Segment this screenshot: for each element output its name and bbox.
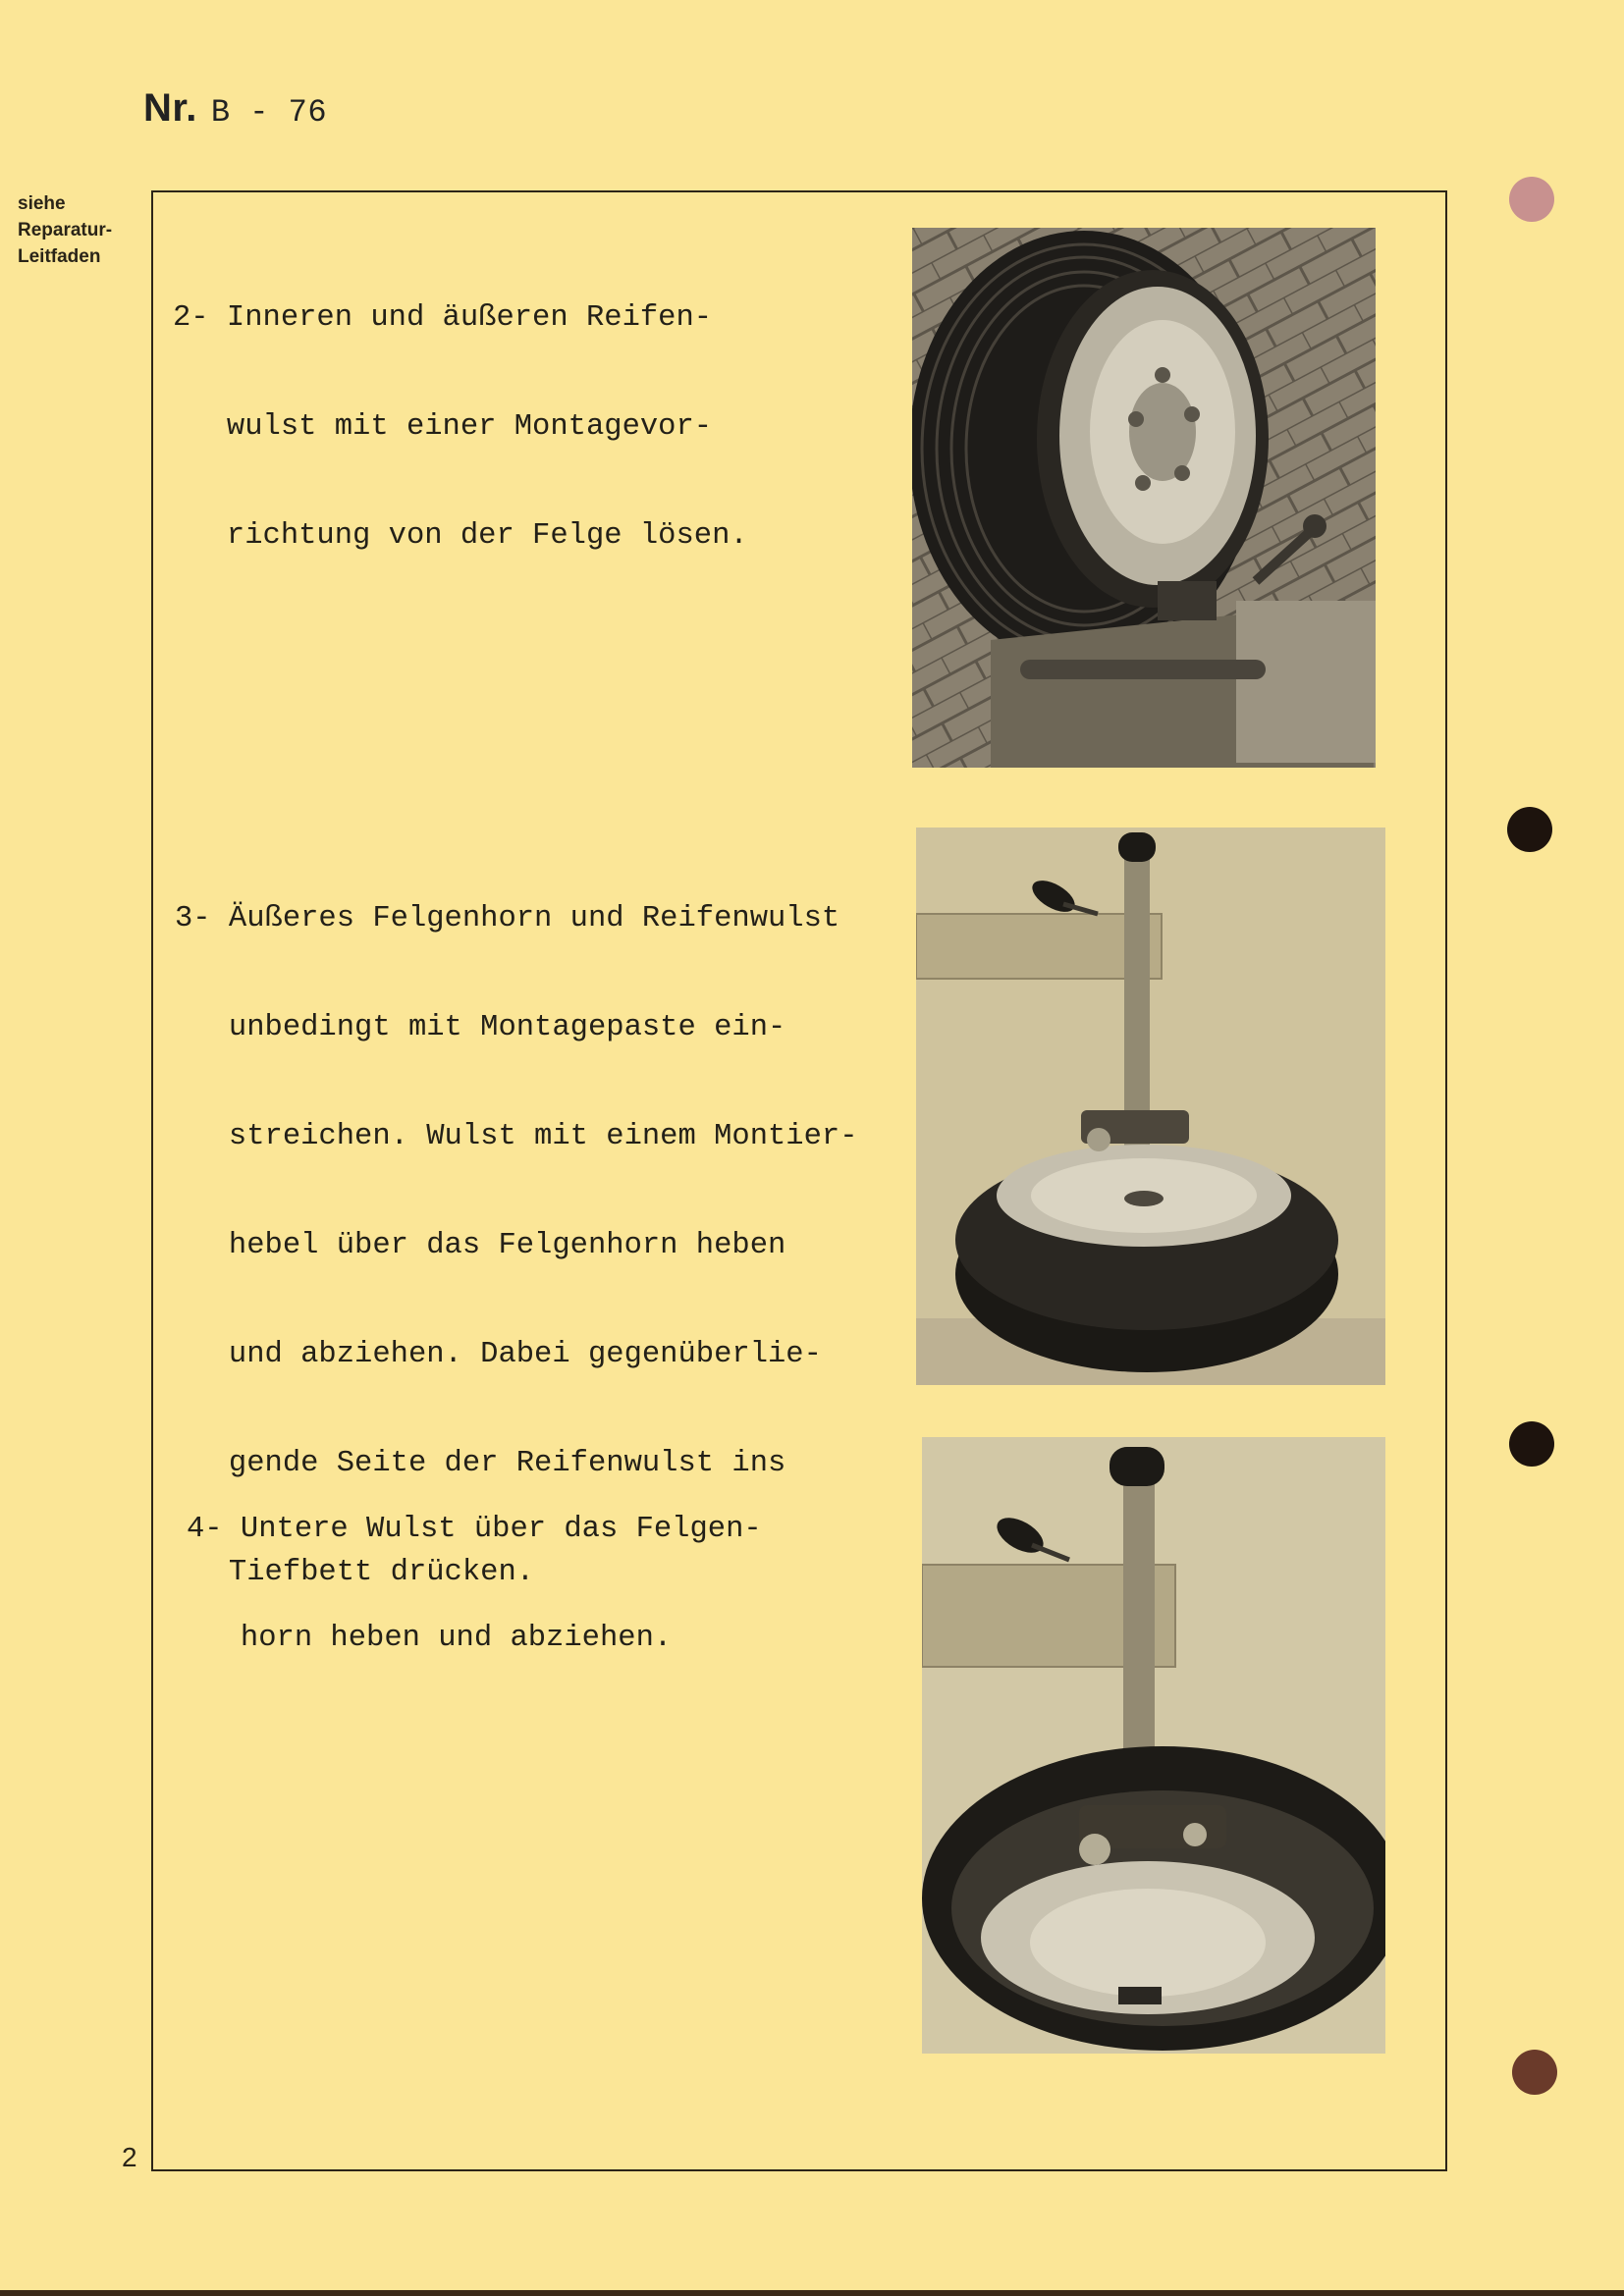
step-line: richtung von der Felge lösen. <box>173 519 748 553</box>
document-number-value: B - 76 <box>210 94 328 131</box>
step-2-text <box>173 228 748 591</box>
punch-hole <box>1512 2050 1557 2095</box>
step-line: streichen. Wulst mit einem Montier- <box>175 1120 858 1153</box>
step-line: 4- Untere Wulst über das Felgen- <box>187 1513 762 1546</box>
side-reference-line: Reparatur- <box>18 220 113 240</box>
step-line: 3- Äußeres Felgenhorn und Reifenwulst <box>175 902 840 935</box>
document-number <box>143 86 327 131</box>
step-4-text <box>187 1439 762 1693</box>
tire-mounting-lever-photo <box>916 828 1385 1385</box>
page-number: 2 <box>122 2142 137 2172</box>
tire-lower-bead-photo <box>922 1437 1385 2054</box>
page-bottom-edge <box>0 2290 1624 2296</box>
punch-hole <box>1509 177 1554 222</box>
step-line: gende Seite der Reifenwulst ins <box>175 1447 786 1480</box>
side-reference <box>18 190 112 270</box>
document-number-label: Nr. <box>143 86 197 130</box>
step-line: Tiefbett drücken. <box>175 1556 535 1589</box>
side-reference-line: Leitfaden <box>18 246 101 267</box>
step-line: wulst mit einer Montagevor- <box>173 410 713 444</box>
side-reference-line: siehe <box>18 193 66 214</box>
punch-hole <box>1509 1421 1554 1467</box>
step-line: hebel über das Felgenhorn heben <box>175 1229 786 1262</box>
step-line: horn heben und abziehen. <box>187 1622 673 1655</box>
punch-hole <box>1507 807 1552 852</box>
step-line: unbedingt mit Montagepaste ein- <box>175 1011 786 1044</box>
tire-on-bead-breaker-photo <box>912 228 1376 768</box>
step-line: und abziehen. Dabei gegenüberlie- <box>175 1338 822 1371</box>
step-line: 2- Inneren und äußeren Reifen- <box>173 301 713 335</box>
